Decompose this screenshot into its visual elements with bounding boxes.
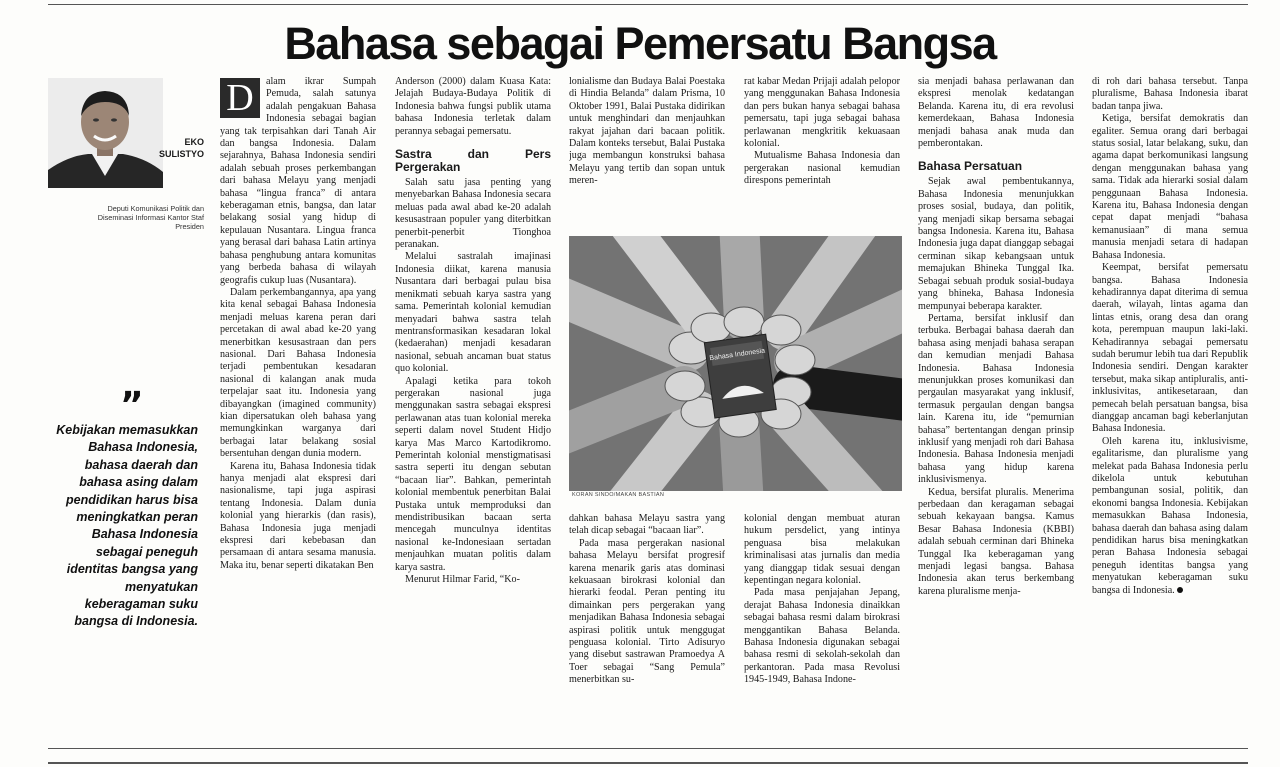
paragraph: Karena itu, Bahasa Indonesia tidak hanya menjadi alat ekspresi dari nasionalisme, tapi juga aspirasi tentang Indonesia. Dalam dunia kolonial yang hierarkis (dan rasis), Bahasa Indonesia juga menjadi ekspresi dari kebebasan dan persamaan di antara sesama manusia. Maka itu, benar seperti dikatakan Ben	[220, 460, 376, 571]
article-column-3-bottom	[569, 513, 725, 742]
paragraph: Pada masa pergerakan nasional bahasa Melayu bersifat progresif karena menarik garis atas dominasi kekuasaan birokrasi kolonial dan hierarki feodal. Peran penting itu dimainkan pers pergerakan yang menjadikan Bahasa Indonesia sebagai aspirasi politik untuk menggugat penguasa kolonial. Tirto Adisuryo yang disebut sastrawan Pramoedya A Toer sebagai “Sang Pemula” menerbitkan su-	[569, 537, 725, 686]
article-column-2	[395, 76, 551, 742]
paragraph	[1092, 436, 1248, 597]
photo-credit: KORAN SINDO/MAKAN BASTIAN	[572, 492, 665, 498]
pull-quote: Kebijakan memasukkan Bahasa Indonesia, bahasa daerah dan bahasa asing dalam pendidikan harus bisa meningkatkan peran Bahasa Indonesia sebagai peneguh identitas bangsa yang menyatukan keberagaman suku bangsa di Indonesia.	[56, 423, 198, 629]
article-column-4-top	[744, 76, 900, 226]
article-column-1	[220, 76, 376, 742]
author-last-name: SULISTYO	[158, 149, 204, 159]
article-photo	[569, 236, 902, 491]
section-heading: Sastra dan Pers Pergerakan	[395, 147, 551, 175]
article-column-5	[918, 76, 1074, 742]
paragraph: Dalam perkembangannya, apa yang kita kenal sebagai Bahasa Indonesia menjadi meluas karena peran dari percetakan di awal abad ke-20 yang menerbitkan kesusastraan dan pers nasional. Dari Bahasa Indonesia terjadi pembentukan kesadaran nasional di kalangan anak muda terpelajar saat itu. Indonesia yang dibayangkan (imagined community) kian dipersatukan oleh bahasa yang memungkinkan warganya dari berbagai latar belakang sosial bersentuhan dengan dunia modern.	[220, 286, 376, 460]
paragraph: Pada masa penjajahan Jepang, derajat Bahasa Indonesia dinaikkan sebagai bahasa resmi dalam birokrasi menggantikan Bahasa Belanda. Bahasa Indonesia digunakan sebagai bahasa resmi di sekolah-sekolah dan perkantoran. Pada masa Revolusi 1945-1949, Bahasa Indone-	[744, 587, 900, 686]
paragraph: lonialisme dan Budaya Balai Poestaka di Hindia Belanda” dalam Prisma, 10 Oktober 1991, Balai Pustaka didirikan untuk menghindari dan menjauhkan rakyat jajahan dari bacaan politik. Dalam konteks tersebut, Balai Pustaka juga membangun konstruksi bahasa Melayu yang tertib dan sopan untuk meren-	[569, 76, 725, 187]
paragraph: Sejak awal pembentukannya, Bahasa Indonesia menunjukkan proses sosial, budaya, dan politik, yang menjadi sikap bersama sebagai bangsa Indonesia. Karena itu, Bahasa Indonesia juga dapat dianggap sebagai cerminan sikap kebangsaan untuk memajukan Bhineka Tunggal Ika. Sebagai sebuah produk sosial-budaya yang bhineka, Bahasa Indonesia mempunyai beberapa karakter.	[918, 176, 1074, 312]
author-first-name: EKO	[184, 137, 204, 147]
paragraph: Ketiga, bersifat demokratis dan egaliter. Semua orang dari berbagai status sosial, latar belakang, suku, dan agama dapat berkomunikasi langsung dengan menggunakan bahasa yang sama. Tidak ada hierarki sosial dalam penggunaan Bahasa Indonesia. Karena itu, Bahasa Indonesia dengan cepat dapat menjadi “bahasa kemanusiaan” di mana semua manusia menjadi setara di hadapan Bahasa Indonesia.	[1092, 113, 1248, 261]
paragraph: Anderson (2000) dalam Kuasa Kata: Jelajah Budaya-Budaya Politik di Indonesia bahwa fungsi publik utama bahasa Indonesia terletak dalam perannya sebagai pemersatu.	[395, 76, 551, 137]
quote-mark-icon: ”	[120, 385, 144, 426]
book-title: Bahasa Indonesia	[709, 347, 766, 363]
paragraph: Kedua, bersifat pluralis. Menerima perbedaan dan keragaman sebagai sebuah kekayaan bangsa. Kamus Besar Bahasa Indonesia (KBBI) adalah sebuah cerminan dari Bhineka Tunggal Ika keberagaman yang menjadi legasi bangsa. Bahasa Indonesia akan terus berkembang karena pluralisme menja-	[918, 486, 1074, 597]
section-heading: Bahasa Persatuan	[918, 159, 1023, 174]
paragraph: Mutualisme Bahasa Indonesia dan pergerakan nasional kemudian direspons pemerintah	[744, 150, 900, 187]
drop-cap: D	[220, 78, 260, 118]
paragraph: Menurut Hilmar Farid, “Ko-	[405, 574, 520, 586]
paragraph: kolonial dengan membuat aturan hukum persdelict, yang intinya penguasa bisa melakukan kriminalisasi atas jurnalis dan media yang dianggap tidak sesuai dengan kepentingan negara kolonial.	[744, 513, 900, 587]
paragraph: Salah satu jasa penting yang menyebarkan Bahasa Indonesia secara meluas pada awal abad ke-20 adalah kesusastraan populer yang diterbitkan penerbit-penerbit Tionghoa peranakan.	[395, 177, 551, 251]
paragraph: dahkan bahasa Melayu sastra yang telah dicap sebagai “bacaan liar”.	[569, 513, 725, 537]
paragraph: di roh dari bahasa tersebut. Tanpa pluralisme, Bahasa Indonesia ibarat badan tanpa jiwa.	[1092, 76, 1248, 112]
paragraph-text: alam ikrar Sumpah Pemuda, salah satunya adalah pengakuan Bahasa Indonesia sebagai bagian yang tak terpisahkan dari Tanah Air dan bangsa Indonesia. Dalam sejarahnya, Bahasa Indonesia sendiri adalah sebuah proses perkembangan dari bahasa Melayu yang menjadi bahasa “lingua franca” di antara keberagaman etnis, bangsa, dan latar belakang sosial yang hidup di kepulauan Nusantara. Lingua franca yang berasal dari bahasa Latin artinya bahasa penghubung antara komunitas yang berbeda bahasa di wilayah geografis cukup luas (Nusantara).	[220, 76, 376, 286]
paragraph: sia menjadi bahasa perlawanan dan ekspresi menolak kedatangan Belanda. Karena itu, di era revolusi kemerdekaan, Bahasa Indonesia menjadi bahasa anak muda dan pemberontakan.	[918, 76, 1074, 150]
end-mark-icon	[1177, 587, 1183, 593]
top-rule	[48, 4, 1248, 5]
paragraph: rat kabar Medan Prijaji adalah pelopor yang menggunakan Bahasa Indonesia dan pers bukan hanya sebagai bahasa pemersatu, tapi juga sebagai bahasa perlawanan mengkritik kekuasaan kolonial.	[744, 76, 900, 150]
joined-hands-icon	[569, 236, 902, 491]
paragraph-text: Oleh karena itu, inklusivisme, egalitarisme, dan pluralisme yang melekat pada Bahasa Indonesia perlu dikelola untuk kebutuhan pembangunan sosial, politik, dan ekonomi bangsa Indonesia. Kebijakan memasukkan Bahasa Indonesia, bahasa daerah dan bahasa asing dalam pendidikan harus bisa meningkatkan peran Bahasa Indonesia sebagai peneguh identitas bangsa yang menyatukan keberagaman suku bangsa di Indonesia.	[1092, 435, 1248, 596]
author-name	[156, 136, 204, 160]
paragraph: Melalui sastralah imajinasi Indonesia diikat, karena manusia Nusantara dari berbagai pulau bisa menikmati sebuah karya sastra yang sama. Pemerintah kolonial kemudian menyadari bahwa sastra telah mentransformasikan kesadaran lokal (kedaerahan) menjadi kesadaran nasional, sebuah ancaman buat status quo kolonial.	[395, 251, 551, 375]
article-column-6	[1092, 76, 1248, 742]
author-role: Deputi Komunikasi Politik dan Diseminasi Informasi Kantor Staf Presiden	[97, 204, 204, 231]
paragraph	[220, 76, 376, 287]
article-title: Bahasa sebagai Pemersatu Bangsa	[284, 18, 996, 69]
bottom-rule-thick	[48, 762, 1248, 764]
paragraph: Pertama, bersifat inklusif dan terbuka. Berbagai bahasa daerah dan bahasa asing menjadi bahasa serapan dan kemudian menjadi Bahasa Indonesia. Bahasa Indonesia menunjukkan proses komunikasi dan pergaulan masyarakat yang inklusif, termasuk pergaulan dengan bangsa lain. Karena itu, ide “pemurnian bahasa” bertentangan dengan prinsip inklusif yang menjadi roh dari Bahasa Indonesia. Bahasa Indonesia menjadi bahasa yang hidup karena inklusivismenya.	[918, 312, 1074, 486]
article-column-3-top	[569, 76, 725, 226]
paragraph: Keempat, bersifat pemersatu bangsa. Bahasa Indonesia kehadirannya dapat diterima di semua daerah, wilayah, lintas agama dan lintas etnis, orang desa dan orang kota, perempuan maupun laki-laki. Kehadirannya sebagai pemersatu sudah berumur lebih tua dari Republik Indonesia sendiri. Dengan karakter tersebut, maka sikap antipluralis, anti-inklusivitas, antikesetaraan, dan pemecah belah persatuan bangsa, bisa dianggap ancaman bagi keberlanjutan Bahasa Indonesia.	[1092, 262, 1248, 435]
bottom-rule	[48, 748, 1248, 749]
article-column-4-bottom	[744, 513, 900, 742]
author-portrait-icon	[48, 78, 163, 188]
paragraph: Apalagi ketika para tokoh pergerakan nasional juga menggunakan sastra sebagai ekspresi perlawanan atas tuan kolonial mereka seperti dalam novel Student Hidjo karya Mas Marco Kartodikromo. Pemerintah kolonial menstigmatisasi sastra seperti itu dengan sebutan “bacaan liar”. Bahkan, pemerintah kolonial membentuk penerbitan Balai Pustaka untuk memproduksi dan mendistribusikan bacaan serta mencegah munculnya identitas nasional ke-Indonesiaan sertadan menjauhkan muatan politis dalam karya sastra.	[395, 375, 551, 573]
author-photo	[48, 78, 163, 188]
